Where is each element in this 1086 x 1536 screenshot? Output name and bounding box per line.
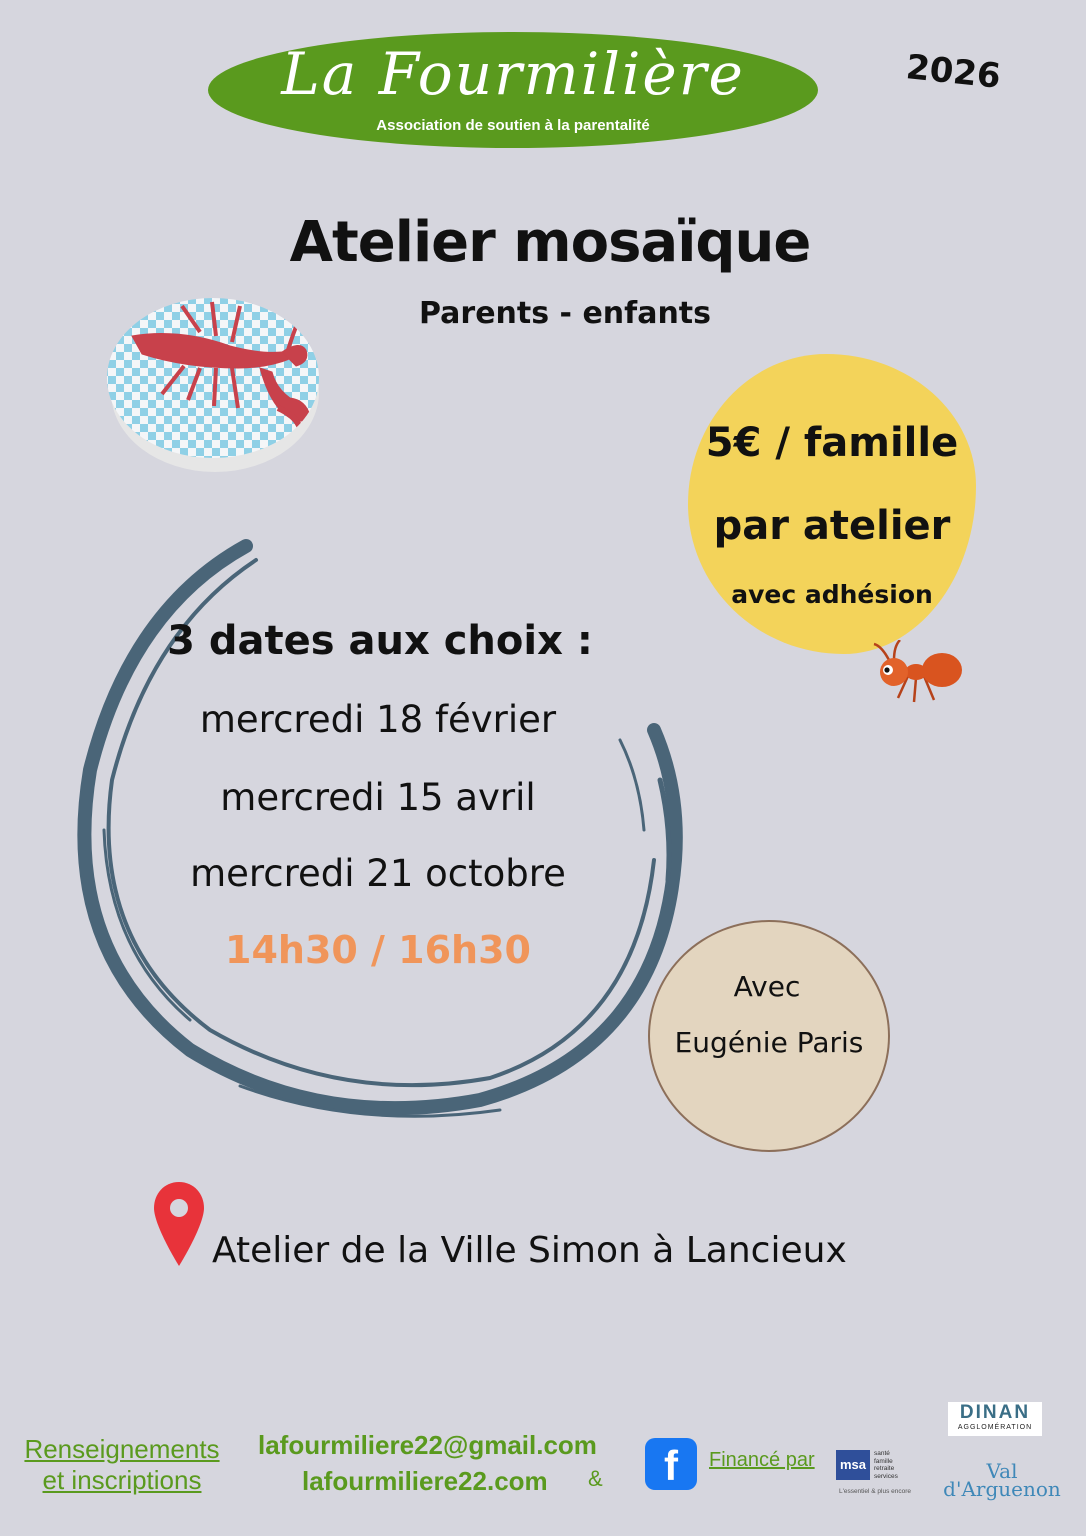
date-item: mercredi 18 février (199, 698, 557, 741)
msa-tagline: L'essentiel & plus encore (838, 1488, 912, 1495)
year-label: 2026 (904, 47, 1003, 97)
host-label: Avec (733, 970, 801, 1003)
val-darguenon-logo (940, 1459, 1064, 1501)
event-subtitle: Parents - enfants (418, 296, 712, 331)
dinan-sub: AGGLOMÉRATION (957, 1424, 1033, 1431)
org-name: La Fourmilière (281, 40, 745, 108)
msa-badge: msa (836, 1450, 870, 1480)
dates-heading: 3 dates aux choix : (167, 618, 593, 664)
price-amount: 5€ / famille (705, 420, 959, 466)
ant-icon (864, 640, 964, 706)
price-unit: par atelier (713, 503, 951, 549)
contact-website[interactable]: lafourmiliere22.com (302, 1466, 548, 1496)
host-name: Eugénie Paris (674, 1026, 864, 1059)
dinan-logo (948, 1402, 1042, 1436)
org-tagline: Association de soutien à la parentalité (376, 117, 650, 134)
val-line-1: Val (986, 1459, 1018, 1483)
price-condition: avec adhésion (731, 580, 933, 609)
dinan-name: DINAN (959, 1402, 1031, 1423)
location-pin-icon (152, 1180, 206, 1270)
date-item: mercredi 21 octobre (190, 852, 566, 895)
event-title: Atelier mosaïque (289, 210, 811, 275)
val-line-2: d'Arguenon (943, 1477, 1061, 1501)
info-line-2: et inscriptions (42, 1465, 202, 1495)
funded-by-label: Financé par (709, 1449, 815, 1471)
event-hours: 14h30 / 16h30 (225, 928, 531, 972)
event-location: Atelier de la Ville Simon à Lancieux (212, 1230, 847, 1271)
msa-lines: santé famille retraite services (874, 1450, 898, 1480)
msa-logo (836, 1450, 916, 1498)
ampersand: & (588, 1466, 603, 1491)
facebook-icon[interactable]: f (645, 1438, 697, 1490)
info-line-1: Renseignements (24, 1434, 220, 1464)
lobster-mosaic-icon (100, 288, 326, 484)
date-item: mercredi 15 avril (220, 776, 536, 819)
contact-email[interactable]: lafourmiliere22@gmail.com (258, 1430, 597, 1460)
info-link[interactable] (14, 1434, 230, 1496)
